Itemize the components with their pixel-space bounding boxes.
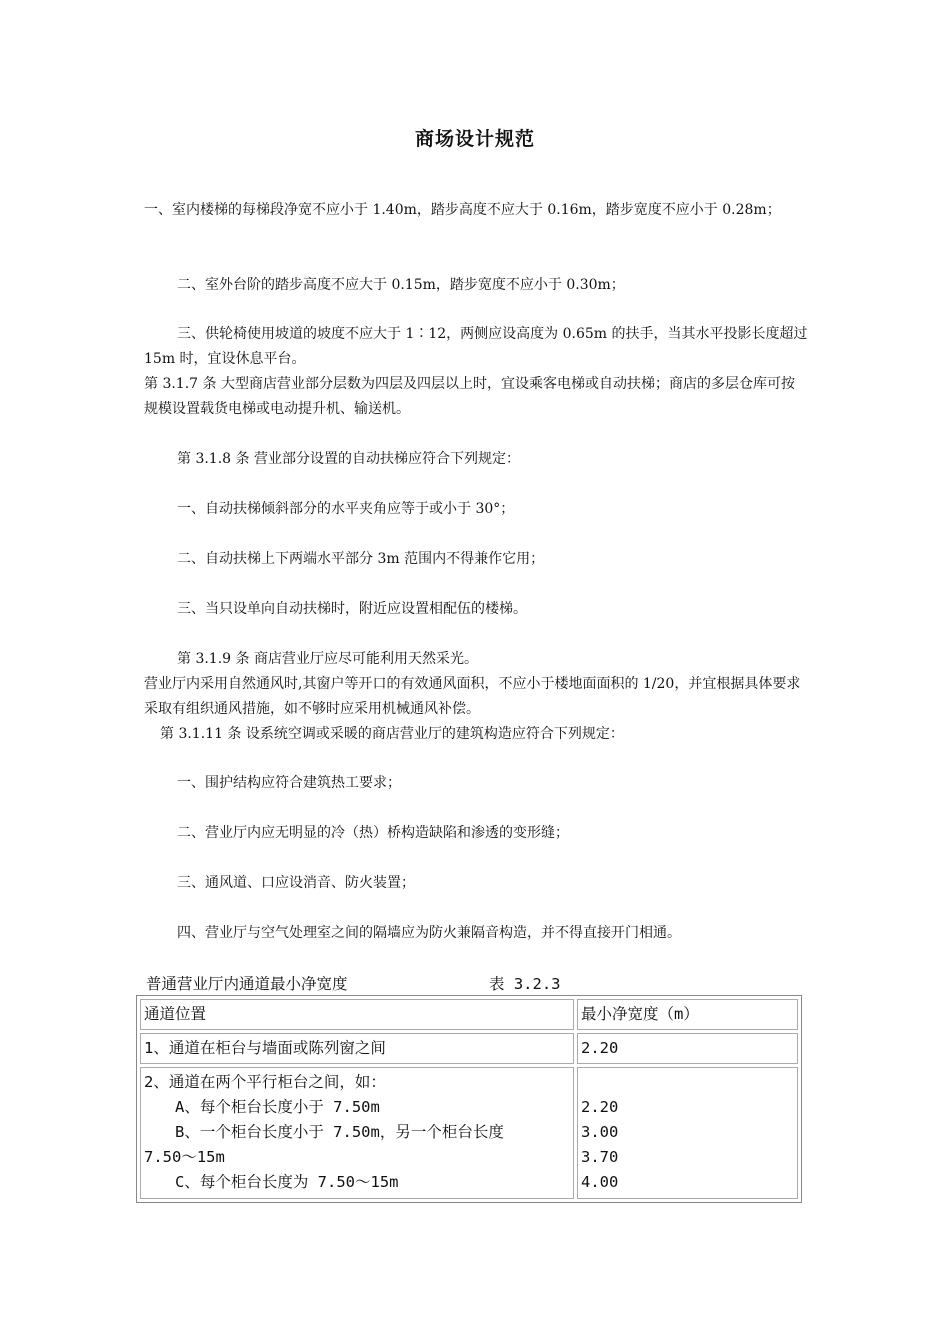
cell-intro: 2、通道在两个平行柜台之间，如： [144, 1073, 386, 1092]
cell-case-a: A、每个柜台长度小于 7.50m [175, 1098, 380, 1117]
paragraph-clause-3-1-9: 第 3.1.9 条 商店营业厅应尽可能利用天然采光。 [177, 651, 478, 667]
paragraph-envelope: 一、围护结构应符合建筑热工要求； [177, 775, 401, 791]
paragraph-clause-3-1-7: 第 3.1.7 条 大型商店营业部分层数为四层及四层以上时，宜设乘客电梯或自动扶梯；商店的多层仓库可按规模设置载货电梯或电动提升机、输送机。 [144, 376, 795, 417]
paragraph-clause-3-1-8: 第 3.1.8 条 营业部分设置的自动扶梯应符合下列规定： [177, 451, 520, 467]
paragraph-natural-ventilation: 营业厅内采用自然通风时,其窗户等开口的有效通风面积，不应小于楼地面面积的 1/20，并宜根据具体要求采取有组织通风措施，如不够时应采用机械通风补偿。 [144, 676, 801, 717]
cell-case-c: C、每个柜台长度为 7.50～15m [175, 1173, 399, 1192]
header-min-width: 最小净宽度（m） [577, 999, 798, 1030]
header-passage-location: 通道位置 [140, 999, 574, 1030]
paragraph-partition-wall: 四、营业厅与空气处理室之间的隔墙应为防火兼隔音构造，并不得直接开门相通。 [177, 925, 681, 941]
paragraph-stair-width: 一、室内楼梯的每梯段净宽不应小于 1.40m，踏步高度不应大于 0.16m，踏步宽度不应小于 0.28m； [144, 202, 781, 218]
paragraph-escalator-ends: 二、自动扶梯上下两端水平部分 3m 范围内不得兼作它用； [177, 551, 545, 567]
cell-location: 1、通道在柜台与墙面或陈列窗之间 [140, 1033, 574, 1064]
paragraph-escalator-angle: 一、自动扶梯倾斜部分的水平夹角应等于或小于 30°； [177, 501, 515, 517]
cell-case-b-continued: 7.50～15m [144, 1148, 225, 1167]
table-number: 表 3.2.3 [489, 975, 561, 993]
table-row [140, 1067, 798, 1199]
cell-case-b: B、一个柜台长度小于 7.50m，另一个柜台长度 [175, 1123, 504, 1142]
cell-location [140, 1067, 574, 1199]
paragraph-one-way-escalator: 三、当只设单向自动扶梯时，附近应设置相配伍的楼梯。 [177, 601, 527, 617]
cell-value: 4.00 [581, 1173, 619, 1192]
table-row [140, 1033, 798, 1064]
paragraph-clause-3-1-11: 第 3.1.11 条 设系统空调或采暖的商店营业厅的建筑构造应符合下列规定： [160, 726, 624, 742]
cell-width: 2.20 [577, 1033, 798, 1064]
paragraph-air-duct: 三、通风道、口应设消音、防火装置； [177, 875, 415, 891]
passage-width-table [136, 995, 802, 1203]
table-caption-title: 普通营业厅内通道最小净宽度 [146, 975, 348, 993]
paragraph-thermal-bridge: 二、营业厅内应无明显的冷（热）桥构造缺陷和渗透的变形缝； [177, 825, 569, 841]
table-caption [146, 972, 561, 996]
cell-width [577, 1067, 798, 1199]
paragraph-wheelchair-ramp: 三、供轮椅使用坡道的坡度不应大于 1∶12，两侧应设高度为 0.65m 的扶手，当其水平投影长度超过 15m 时，宜设休息平台。 [144, 326, 808, 367]
cell-value: 3.70 [581, 1148, 619, 1167]
cell-value: 3.00 [581, 1123, 619, 1142]
page-title: 商场设计规范 [414, 128, 535, 150]
paragraph-outdoor-steps: 二、室外台阶的踏步高度不应大于 0.15m，踏步宽度不应小于 0.30m； [177, 277, 625, 293]
table-header-row [140, 999, 798, 1030]
cell-value: 2.20 [581, 1098, 619, 1117]
